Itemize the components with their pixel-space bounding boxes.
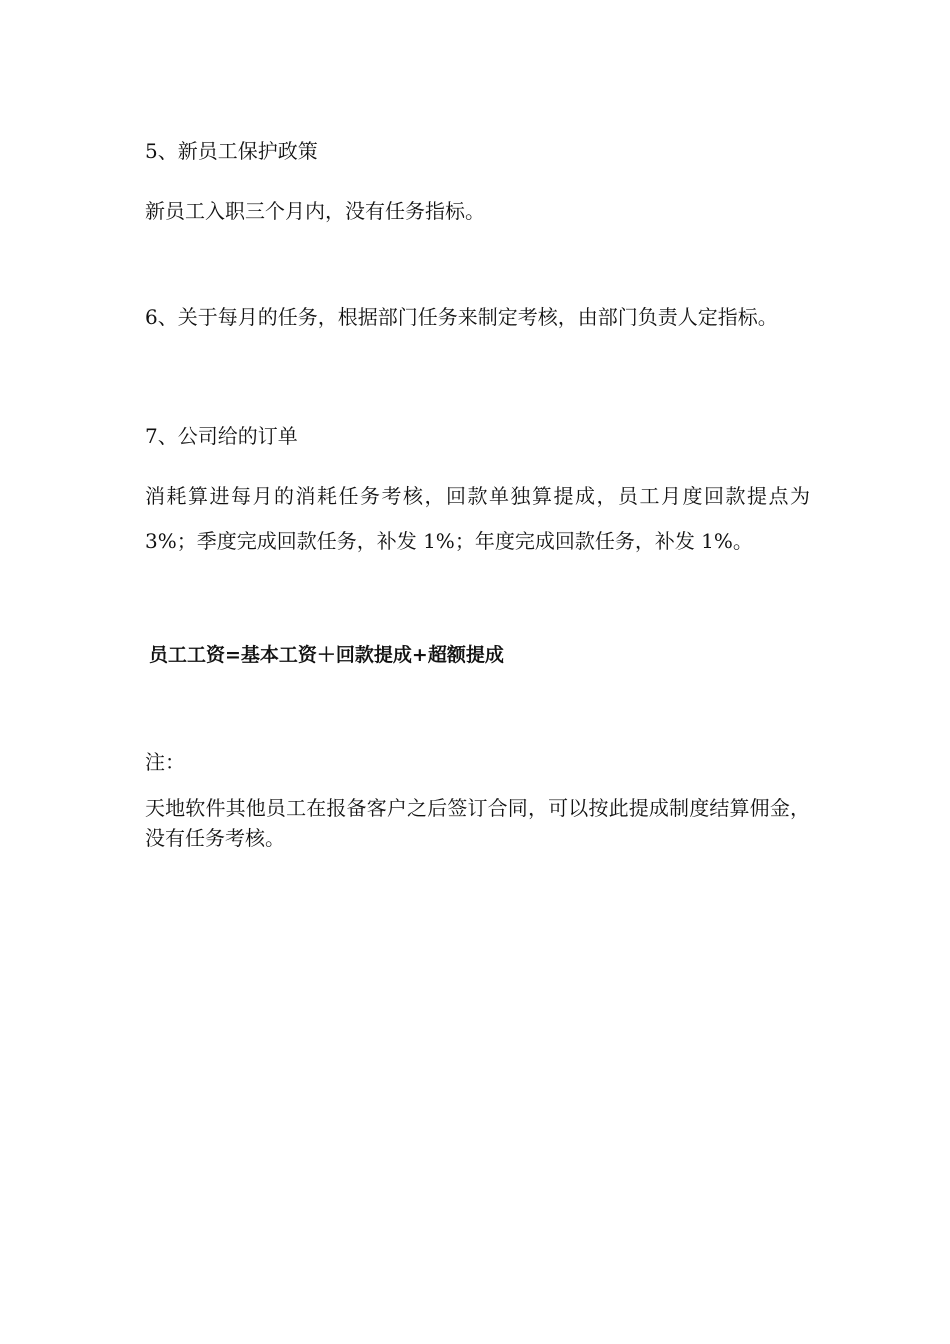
section-5-body: 新员工入职三个月内，没有任务指标。 (145, 199, 485, 223)
section-7-body: 消耗算进每月的消耗任务考核，回款单独算提成，员工月度回款提点为 3%；季度完成回款任务，补发 1%；年度完成回款任务，补发 1%。 (145, 484, 810, 553)
section-5-heading: 5、新员工保护政策 (145, 139, 318, 163)
note-body: 天地软件其他员工在报备客户之后签订合同，可以按此提成制度结算佣金，没有任务考核。 (145, 796, 810, 850)
note-label: 注： (145, 750, 185, 774)
section-7-heading: 7、公司给的订单 (145, 424, 298, 448)
salary-formula: 员工工资=基本工资＋回款提成+超额提成 (149, 644, 504, 666)
section-6-heading: 6、关于每月的任务，根据部门任务来制定考核，由部门负责人定指标。 (145, 305, 778, 329)
